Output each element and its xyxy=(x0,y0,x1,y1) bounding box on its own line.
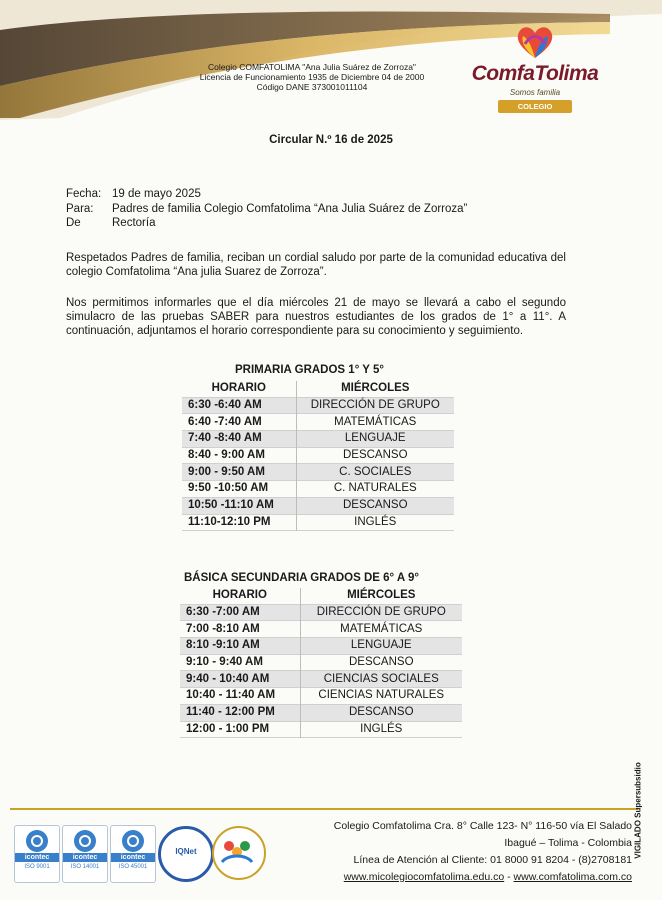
greeting-paragraph: Respetados Padres de familia, reciban un cordial saludo por parte de la comunidad educativa del colegio Comfatolima “Ana julia Suarez de Zorroza”. xyxy=(66,252,566,278)
time-cell: 9:50 -10:50 AM xyxy=(182,481,296,498)
table-row xyxy=(182,514,454,531)
iqnet-seal-icon xyxy=(158,826,214,882)
time-cell: 9:00 - 9:50 AM xyxy=(182,464,296,481)
subject-cell: CIENCIAS NATURALES xyxy=(318,689,445,702)
table-row xyxy=(180,704,462,721)
secundaria-title: BÁSICA SECUNDARIA GRADOS DE 6° A 9° xyxy=(184,572,419,584)
license-line: Licencia de Funcionamiento 1935 de Diciembre 04 de 2000 xyxy=(199,72,425,82)
dane-code: Código DANE 373001011104 xyxy=(256,82,368,92)
icontec-cert-2 xyxy=(62,825,108,883)
logo-tagline: Somos familia xyxy=(509,88,561,97)
subject-cell: CIENCIAS SOCIALES xyxy=(300,671,462,688)
de-value: Rectoría xyxy=(112,217,156,229)
table-row xyxy=(182,397,454,414)
subject-cell: DIRECCIÓN DE GRUPO xyxy=(300,604,462,621)
cert-brand: icontec xyxy=(63,853,107,862)
table-row xyxy=(180,638,462,655)
table-row xyxy=(182,481,454,498)
meta-fecha xyxy=(66,187,467,202)
col-miercoles: MIÉRCOLES xyxy=(347,589,416,602)
footer-phone: Línea de Atención al Cliente: 01 8000 91 8204 - (8)2708181 xyxy=(353,854,632,866)
footer-city: Ibagué – Tolima - Colombia xyxy=(504,837,632,849)
fecha-value: 19 de mayo 2025 xyxy=(112,188,201,200)
meta-de xyxy=(66,216,467,231)
table-row xyxy=(182,497,454,514)
footer-address: Colegio Comfatolima Cra. 8° Calle 123- N° 116-50 vía El Salado xyxy=(333,820,632,832)
table-row xyxy=(180,671,462,688)
col-horario: HORARIO xyxy=(182,381,296,397)
primaria-title: PRIMARIA GRADOS 1° Y 5° xyxy=(235,364,384,376)
table-row xyxy=(180,688,462,705)
people-icon xyxy=(214,828,260,874)
time-cell: 8:10 -9:10 AM xyxy=(180,638,300,655)
circular-title: Circular N.º 16 de 2025 xyxy=(269,134,393,146)
table-row xyxy=(180,621,462,638)
table-header-row xyxy=(182,381,454,397)
subject-cell: DESCANSO xyxy=(348,656,414,669)
logo-wordmark: ComfaTolima xyxy=(471,62,599,85)
comfatolima-logo xyxy=(470,22,600,120)
table-row xyxy=(180,721,462,738)
footer-contact xyxy=(334,818,632,886)
school-name: Colegio COMFATOLIMA "Ana Julia Suárez de Zorroza" xyxy=(208,62,416,72)
time-cell: 12:00 - 1:00 PM xyxy=(180,721,300,738)
icontec-cert-3 xyxy=(110,825,156,883)
vigilado-text: VIGILADO Supersubsidio xyxy=(633,762,643,859)
table-row xyxy=(180,604,462,621)
time-cell: 6:30 -7:00 AM xyxy=(180,604,300,621)
time-cell: 6:30 -6:40 AM xyxy=(182,397,296,414)
col-miercoles: MIÉRCOLES xyxy=(341,382,410,395)
primaria-table xyxy=(182,381,454,531)
footer-divider xyxy=(10,808,638,810)
cert-iso: ISO 9001 xyxy=(24,864,50,870)
time-cell: 8:40 - 9:00 AM xyxy=(182,447,296,464)
icontec-cert-1 xyxy=(14,825,60,883)
logo-ribbon: COLEGIO xyxy=(498,100,572,113)
time-cell: 6:40 -7:40 AM xyxy=(182,414,296,431)
subject-cell: MATEMÁTICAS xyxy=(334,415,417,428)
secundaria-table xyxy=(180,588,462,738)
school-website-link[interactable]: www.micolegiocomfatolima.edu.co xyxy=(343,871,505,883)
cert-iso: ISO 14001 xyxy=(70,864,100,870)
time-cell: 7:40 -8:40 AM xyxy=(182,431,296,448)
announcement-paragraph: Nos permitimos informarles que el día miércoles 21 de mayo se llevará a cabo el segundo simulacro de las pruebas SABER para nuestros estudiantes de los grados de 1° a 11°. A continuación, adjuntamos el horario correspondiente para su conocimiento y seguimiento. xyxy=(66,297,566,337)
subject-cell: DESCANSO xyxy=(342,449,408,462)
table-row xyxy=(180,654,462,671)
table-row xyxy=(182,464,454,481)
subject-cell: INGLÉS xyxy=(354,515,397,528)
time-cell: 7:00 -8:10 AM xyxy=(180,621,300,638)
school-header xyxy=(182,62,442,92)
subject-cell: MATEMÁTICAS xyxy=(340,622,423,635)
time-cell: 9:40 - 10:40 AM xyxy=(180,671,300,688)
subject-cell: LENGUAJE xyxy=(296,431,454,448)
vigilado-badge xyxy=(630,740,646,890)
icontec-icon xyxy=(26,830,48,852)
web-separator: - xyxy=(504,871,514,883)
heart-icon xyxy=(515,24,555,60)
time-cell: 10:40 - 11:40 AM xyxy=(180,688,300,705)
de-label: De xyxy=(66,217,81,229)
table-row xyxy=(182,447,454,464)
time-cell: 10:50 -11:10 AM xyxy=(182,497,296,514)
subject-cell: DESCANSO xyxy=(300,704,462,721)
table-row xyxy=(182,431,454,448)
comfatolima-website-link[interactable]: www.comfatolima.com.co xyxy=(513,871,632,883)
footer-web xyxy=(334,869,632,886)
cert-brand: icontec xyxy=(111,853,155,862)
subject-cell: LENGUAJE xyxy=(300,638,462,655)
icontec-icon xyxy=(122,830,144,852)
para-label: Para: xyxy=(66,202,94,215)
subject-cell: DIRECCIÓN DE GRUPO xyxy=(296,397,454,414)
table-row xyxy=(182,414,454,431)
para-value: Padres de familia Colegio Comfatolima “Ana Julia Suárez de Zorroza” xyxy=(112,202,468,215)
meta-para xyxy=(66,202,467,217)
circular-meta xyxy=(66,187,467,231)
time-cell: 11:40 - 12:00 PM xyxy=(180,704,300,721)
table-header-row xyxy=(180,588,462,604)
time-cell: 9:10 - 9:40 AM xyxy=(180,654,300,671)
iqnet-label: IQNet xyxy=(175,847,197,856)
subject-cell: DESCANSO xyxy=(296,497,454,514)
time-cell: 11:10-12:10 PM xyxy=(182,514,296,531)
cert-brand: icontec xyxy=(15,853,59,862)
fecha-label: Fecha: xyxy=(66,188,102,200)
subject-cell: C. SOCIALES xyxy=(296,464,454,481)
subject-cell: INGLÉS xyxy=(360,722,403,735)
family-seal-icon xyxy=(212,826,266,880)
cert-iso: ISO 45001 xyxy=(118,864,148,870)
subject-cell: C. NATURALES xyxy=(333,482,417,495)
col-horario: HORARIO xyxy=(180,588,300,604)
icontec-icon xyxy=(74,830,96,852)
